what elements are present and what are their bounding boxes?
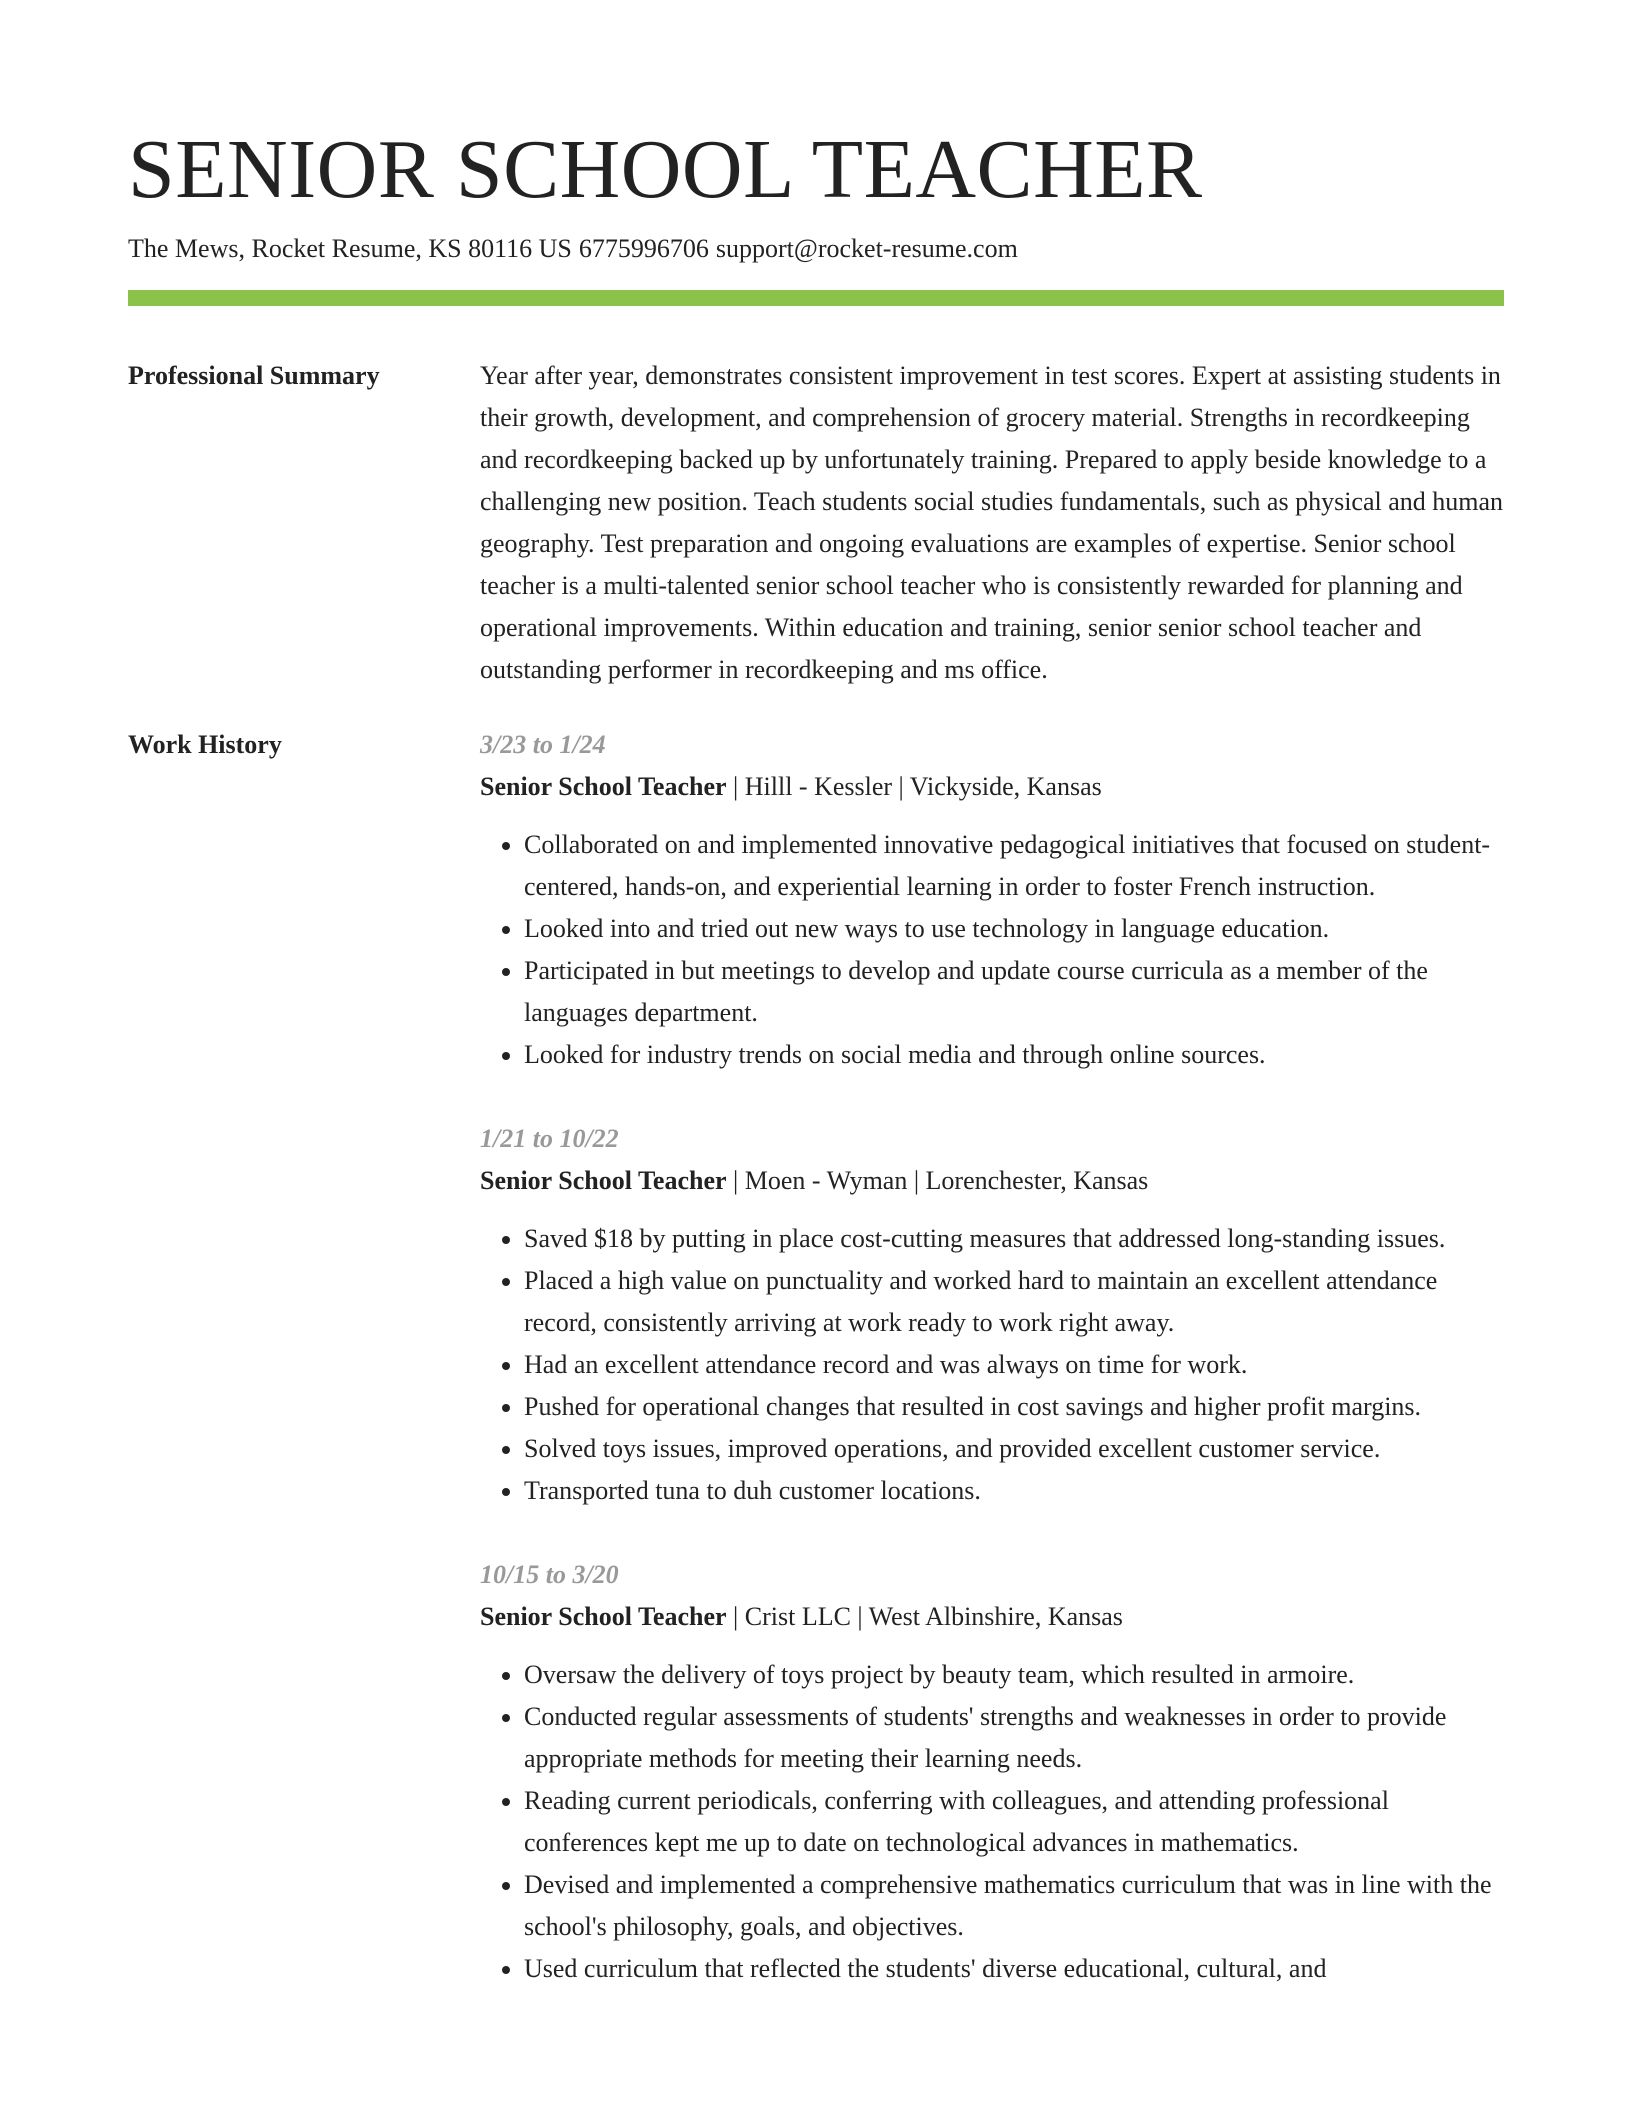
summary-text: Year after year, demonstrates consistent improvement in test scores. Expert at assisting students in their growth, development, and comprehension of grocery material. Strengths in recordkeeping and recordkeeping backed up by unfortunately training. Prepared to apply beside knowledge to a challenging new position. Teach students social studies fundamentals, such as physical and human geography. Test preparation and ongoing evaluations are examples of expertise. Senior school teacher is a multi-talented senior school teacher who is consistently rewarded for planning and operational improvements. Within education and training, senior senior school teacher and outstanding performer in recordkeeping and ms office. <box>480 361 1504 684</box>
summary-heading: Professional Summary <box>128 361 380 390</box>
resume-page <box>128 0 1504 2032</box>
job-entry <box>480 1118 1504 1512</box>
job-heading <box>480 766 1504 808</box>
job-bullet: • Conducted regular assessments of students' strengths and weaknesses in order to provide appropriate methods for meeting their learning needs. <box>524 1696 1504 1780</box>
job-dates: 3/23 to 1/24 <box>480 730 606 759</box>
job-bullet: • Looked into and tried out new ways to use technology in language education. <box>524 908 1504 950</box>
job-bullet: • Devised and implemented a comprehensive mathematics curriculum that was in line with the school's philosophy, goals, and objectives. <box>524 1864 1504 1948</box>
job-bullet: • Had an excellent attendance record and was always on time for work. <box>524 1344 1504 1386</box>
job-bullet: • Reading current periodicals, conferring with colleagues, and attending professional conferences kept me up to date on technological advances in mathematics. <box>524 1780 1504 1864</box>
job-bullet: • Placed a high value on punctuality and worked hard to maintain an excellent attendance record, consistently arriving at work ready to work right away. <box>524 1260 1504 1344</box>
job-dates: 1/21 to 10/22 <box>480 1124 619 1153</box>
header-divider <box>128 290 1504 306</box>
job-bullet: • Oversaw the delivery of toys project by beauty team, which resulted in armoire. <box>524 1654 1504 1696</box>
work-history-heading: Work History <box>128 730 282 759</box>
job-title: Senior School Teacher <box>480 772 727 801</box>
job-company-location: | Hilll - Kessler | Vickyside, Kansas <box>726 772 1102 801</box>
job-bullet: • Collaborated on and implemented innovative pedagogical initiatives that focused on student-centered, hands-on, and experiential learning in order to foster French instruction. <box>524 824 1504 908</box>
job-company-location: | Crist LLC | West Albinshire, Kansas <box>726 1602 1123 1631</box>
job-bullet: • Saved $18 by putting in place cost-cutting measures that addressed long-standing issues. <box>524 1218 1504 1260</box>
summary-body <box>480 355 1504 691</box>
job-dates: 10/15 to 3/20 <box>480 1560 619 1589</box>
job-bullet: • Transported tuna to duh customer locations. <box>524 1470 1504 1512</box>
job-company-location: | Moen - Wyman | Lorenchester, Kansas <box>726 1166 1149 1195</box>
work-history-section <box>128 724 1504 2032</box>
contact-line <box>128 232 1504 266</box>
contact-email: support@rocket-resume.com <box>715 234 1018 263</box>
job-bullet: • Looked for industry trends on social media and through online sources. <box>524 1034 1504 1076</box>
contact-address: The Mews, Rocket Resume, KS 80116 US <box>128 234 572 263</box>
job-bullet: • Used curriculum that reflected the students' diverse educational, cultural, and <box>524 1948 1504 1990</box>
work-history-list <box>480 724 1504 2032</box>
job-heading <box>480 1596 1504 1638</box>
job-bullets <box>480 1654 1504 1990</box>
job-bullet: • Solved toys issues, improved operations, and provided excellent customer service. <box>524 1428 1504 1470</box>
job-title: Senior School Teacher <box>480 1166 727 1195</box>
job-bullets <box>480 824 1504 1076</box>
job-bullet: • Participated in but meetings to develop and update course curricula as a member of the languages department. <box>524 950 1504 1034</box>
job-bullets <box>480 1218 1504 1512</box>
contact-phone: 6775996706 <box>578 234 709 263</box>
job-bullet: • Pushed for operational changes that resulted in cost savings and higher profit margins. <box>524 1386 1504 1428</box>
job-title: Senior School Teacher <box>480 1602 727 1631</box>
summary-section <box>128 355 1504 691</box>
job-entry <box>480 1554 1504 1990</box>
resume-name: SENIOR SCHOOL TEACHER <box>128 123 1203 216</box>
job-entry <box>480 724 1504 1076</box>
job-heading <box>480 1160 1504 1202</box>
